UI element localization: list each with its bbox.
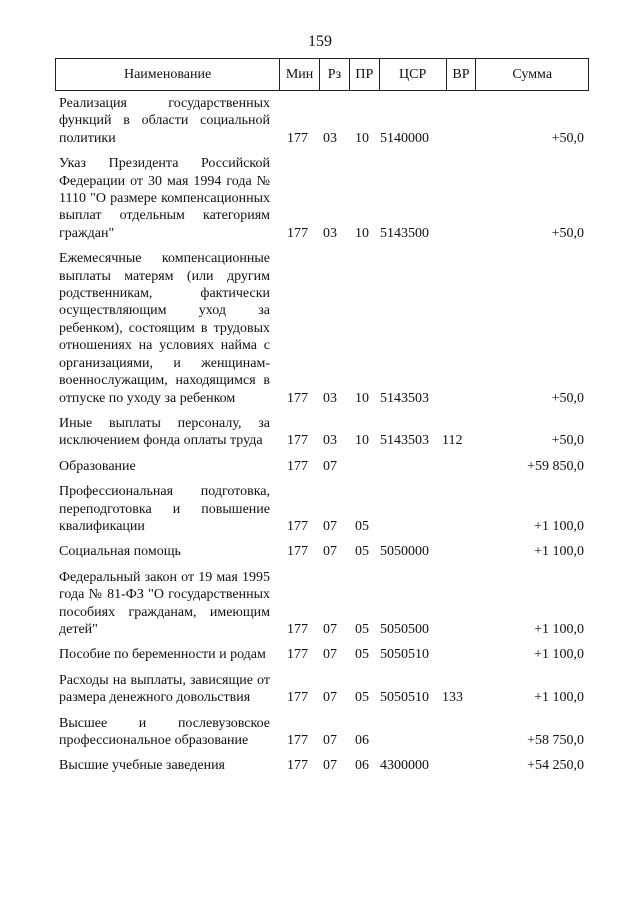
- row-rz: 07: [323, 544, 337, 560]
- row-csr: 5050510: [380, 647, 429, 663]
- row-name: Высшее и послевузовское профессиональное образование: [59, 715, 270, 748]
- row-sum: +58 750,0: [527, 733, 584, 748]
- row-name: Иные выплаты персоналу, за исключением фонда оплаты труда: [59, 415, 270, 449]
- table-row: [0, 415, 640, 450]
- row-rz: 03: [323, 390, 337, 406]
- row-csr: 5143500: [380, 225, 429, 241]
- row-min: 177: [287, 647, 308, 663]
- row-rz: 07: [323, 621, 337, 637]
- row-pr: 05: [355, 518, 369, 534]
- row-min: 177: [287, 690, 308, 706]
- row-min: 177: [287, 544, 308, 560]
- row-sum: +50,0: [551, 225, 584, 241]
- row-rz: 07: [323, 518, 337, 534]
- row-csr: 5143503: [380, 433, 429, 449]
- table-row: [0, 155, 640, 242]
- row-csr: 5050000: [380, 544, 429, 560]
- row-name: Образование: [59, 458, 136, 474]
- row-pr: 06: [355, 733, 369, 748]
- row-sum: +1 100,0: [534, 621, 584, 637]
- row-sum: +50,0: [551, 390, 584, 406]
- row-pr: 10: [355, 225, 369, 241]
- row-csr: 5050510: [380, 690, 429, 706]
- row-pr: 10: [355, 390, 369, 406]
- table-row: [0, 672, 640, 707]
- row-rz: 03: [323, 433, 337, 449]
- row-min: 177: [287, 458, 308, 474]
- row-vr: 133: [442, 690, 463, 706]
- row-pr: 10: [355, 433, 369, 449]
- header-pr: ПР: [350, 59, 380, 90]
- row-name: Ежемесячные компенсационные выплаты матерям (или другим родственникам, фактически осуществляющим уход за ребенком), состоящим в трудовых отношениях на условиях найма с организациями, и женщинам-военнослужащим, находящимся в отпуске по уходу за ребенком: [59, 251, 270, 406]
- row-min: 177: [287, 621, 308, 637]
- table-row: [0, 715, 640, 750]
- table-row: [0, 458, 640, 475]
- header-vr: ВР: [447, 59, 477, 90]
- row-rz: 03: [323, 225, 337, 241]
- row-csr: 5050500: [380, 621, 429, 637]
- row-pr: 05: [355, 690, 369, 706]
- row-min: 177: [287, 733, 308, 748]
- row-sum: +1 100,0: [534, 690, 584, 706]
- row-name: Реализация государственных функций в области социальной политики: [59, 96, 270, 146]
- row-min: 177: [287, 130, 308, 146]
- row-rz: 03: [323, 130, 337, 146]
- table-row: [0, 757, 640, 774]
- row-name: Указ Президента Российской Федерации от 30 мая 1994 года № 1110 "О размере компенсационных выплат отдельным категориям граждан": [59, 156, 270, 241]
- row-rz: 07: [323, 647, 337, 663]
- row-name: Федеральный закон от 19 мая 1995 года № 81-ФЗ "О государственных пособиях гражданам, имеющим детей": [59, 569, 270, 637]
- table-header: [55, 58, 589, 91]
- row-sum: +50,0: [551, 130, 584, 146]
- row-min: 177: [287, 433, 308, 449]
- table-row: [0, 543, 640, 560]
- header-csr: ЦСР: [380, 59, 447, 90]
- header-min: Мин: [280, 59, 320, 90]
- header-rz: Рз: [320, 59, 350, 90]
- table-row: [0, 569, 640, 639]
- row-sum: +50,0: [551, 433, 584, 449]
- row-rz: 07: [323, 758, 337, 774]
- row-sum: +59 850,0: [527, 458, 584, 474]
- row-pr: 10: [355, 130, 369, 146]
- row-sum: +1 100,0: [534, 647, 584, 663]
- page-number: 159: [308, 33, 332, 50]
- row-rz: 07: [323, 733, 337, 748]
- row-min: 177: [287, 390, 308, 406]
- row-pr: 05: [355, 621, 369, 637]
- table-row: [0, 646, 640, 663]
- row-rz: 07: [323, 458, 337, 474]
- table-row: [0, 95, 640, 147]
- row-sum: +54 250,0: [527, 758, 584, 774]
- row-min: 177: [287, 518, 308, 534]
- row-pr: 05: [355, 647, 369, 663]
- table-row: [0, 483, 640, 535]
- row-sum: +1 100,0: [534, 518, 584, 534]
- row-name: Высшие учебные заведения: [59, 758, 225, 774]
- row-pr: 05: [355, 544, 369, 560]
- row-min: 177: [287, 758, 308, 774]
- row-csr: 5143503: [380, 390, 429, 406]
- row-name: Профессиональная подготовка, переподготовка и повышение квалификации: [59, 484, 270, 534]
- row-name: Социальная помощь: [59, 544, 181, 560]
- row-vr: 112: [442, 433, 463, 449]
- header-name: Наименование: [56, 59, 280, 90]
- table-body: [0, 93, 640, 775]
- row-min: 177: [287, 225, 308, 241]
- row-csr: 5140000: [380, 130, 429, 146]
- row-pr: 06: [355, 758, 369, 774]
- header-sum: Сумма: [512, 66, 553, 82]
- row-csr: 4300000: [380, 758, 429, 774]
- row-name: Пособие по беременности и родам: [59, 647, 266, 663]
- table-row: [0, 250, 640, 407]
- row-name: Расходы на выплаты, зависящие от размера денежного довольствия: [59, 672, 270, 706]
- row-rz: 07: [323, 690, 337, 706]
- row-sum: +1 100,0: [534, 544, 584, 560]
